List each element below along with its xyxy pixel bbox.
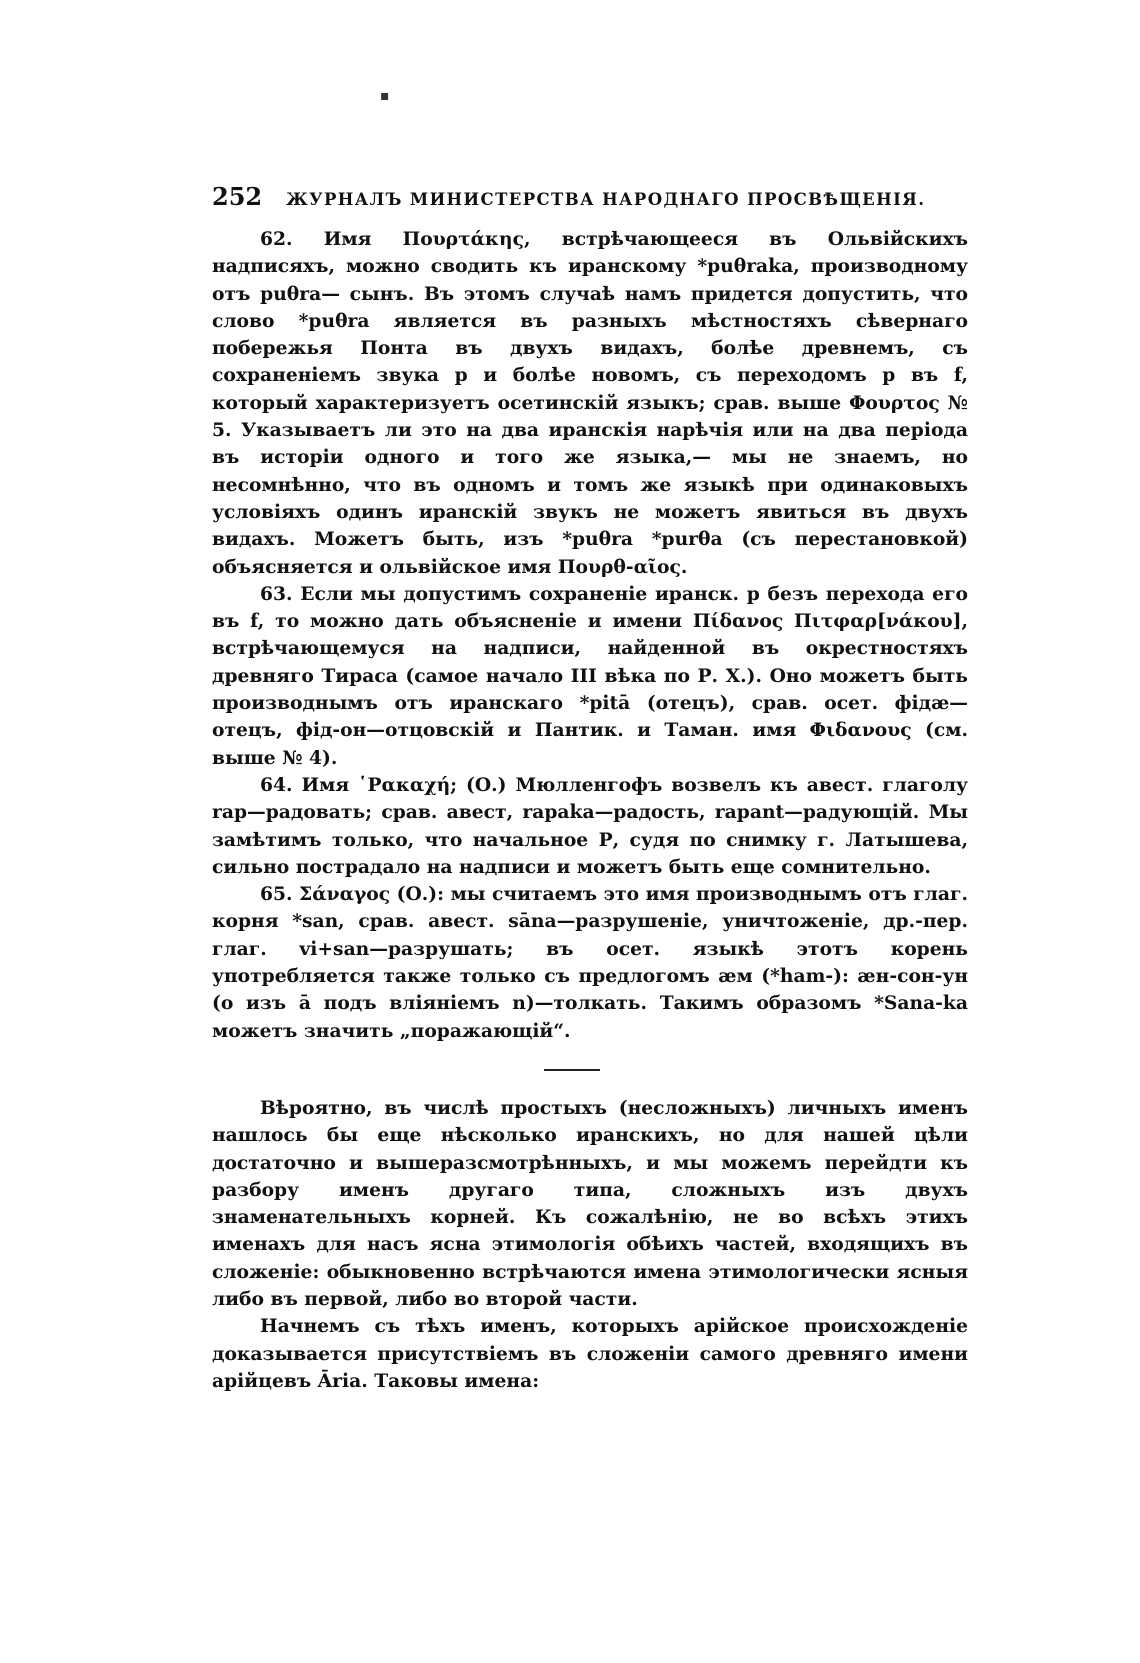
closing-paragraph-2: Начнемъ съ тѣхъ именъ, которыхъ арійское происхожденіе доказывается присутствіемъ въ сложеніи самого древняго имени арійцевъ Āria. Таковы имена: [212,1315,968,1392]
closing-paragraph-1: Вѣроятно, въ числѣ простыхъ (несложныхъ) личныхъ именъ нашлось бы еще нѣсколько иранскихъ, но для нашей цѣли достаточно и вышеразсмотрѣнныхъ, и мы можемъ перейдти къ разбору именъ другаго типа, сложныхъ изъ двухъ знаменательныхъ корней. Къ сожалѣнію, не во всѣхъ этихъ именахъ для насъ ясна этимологія обѣихъ частей, входящихъ въ сложеніе: обыкновенно встрѣчаются имена этимологически ясныя либо въ первой, либо во второй части. [212,1096,968,1310]
paragraph-64: 64. Имя ῾Ρακαχή; (О.) Мюлленгофъ возвелъ къ авест. глаголу rap—радовать; срав. авест, raрaka—радость, rapant—радующій. Мы замѣтимъ только, что начальное Р, судя по снимку г. Латышева, сильно пострадало на надписи и можетъ быть еще сомнительно. [212,773,968,878]
page [212,182,968,1395]
running-header [212,182,968,216]
page-number: 252 [212,182,263,211]
scan-speck: ▪ [380,88,390,104]
paragraph-63: 63. Если мы допустимъ сохраненіе иранск. р безъ перехода его въ f, то можно дать объясненіе и имени Πίδανος Πιτφαρ[νάκου], встрѣчающемуся на надписи, найденной въ окрестностяхъ древняго Тираса (самое начало III вѣка по Р. Х.). Оно можетъ быть производнымъ отъ иранскаго *pitā (отецъ), срав. осет. фідӕ—отецъ, фід-он—отцовскій и Пантик. и Таман. имя Φιδανους (см. выше № 4). [212,582,968,769]
section-divider [544,1069,600,1071]
paragraph-65: 65. Σάναγος (О.): мы считаемъ это имя производнымъ отъ глаг. корня *san, срав. авест. sāna—разрушеніе, уничтоженіе, др.-пер. глаг. vi+san—разрушать; въ осет. языкѣ этотъ корень употребляется также только съ предлогомъ ӕм (*ham-): ӕн-сон-ун (о изъ ā подъ вліяніемъ n)—толкать. Такимъ образомъ *Sana-ka можетъ значить „поражающій“. [212,883,968,1042]
running-title: ЖУРНАЛЪ МИНИСТЕРСТВА НАРОДНАГО ПРОСВѢЩЕНІЯ. [286,190,926,209]
paragraph-62: 62. Имя Πουρτάκης, встрѣчающееся въ Ольвійскихъ надписяхъ, можно сводить къ иранскому *puθraka, производному отъ puθra— сынъ. Въ этомъ случаѣ намъ придется допустить, что слово *puθra является въ разныхъ мѣстностяхъ сѣвернаго побережья Понта въ двухъ видахъ, болѣе древнемъ, съ сохраненіемъ звука р и болѣе новомъ, съ переходомъ р въ f, который характеризуетъ осетинскій языкъ; срав. выше Φουρτος № 5. Указываетъ ли это на два иранскія нарѣчія или на два періода въ исторіи одного и того же языка,— мы не знаемъ, но несомнѣнно, что въ одномъ и томъ же языкѣ при одинаковыхъ условіяхъ одинъ иранскій звукъ не можетъ явиться въ двухъ видахъ. Можетъ быть, изъ *puθra *purθa (съ перестановкой) объясняется и ольвійское имя Πουρθ-αῖος. [212,228,968,578]
